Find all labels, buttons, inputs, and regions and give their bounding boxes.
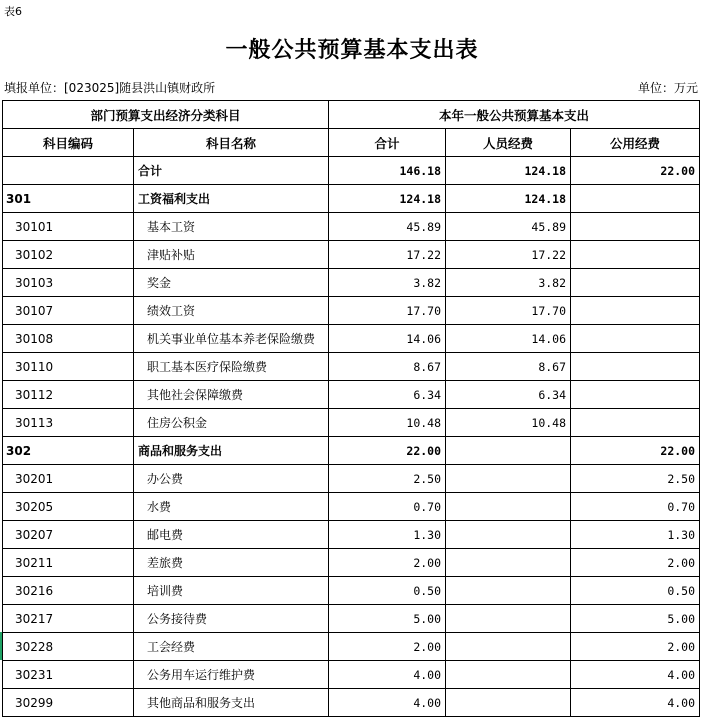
cell-code[interactable]: 30205 (3, 493, 134, 521)
cell-total[interactable]: 124.18 (329, 185, 446, 213)
table-row (3, 493, 700, 521)
page-title: 一般公共预算基本支出表 (225, 37, 479, 63)
cell-total[interactable]: 2.00 (329, 633, 446, 661)
table-row (3, 549, 700, 577)
table-row (3, 605, 700, 633)
cell-public[interactable]: 0.70 (571, 493, 700, 521)
cell-personnel[interactable] (446, 689, 571, 717)
cell-name[interactable]: 奖金 (134, 269, 329, 297)
cell-total[interactable]: 2.50 (329, 465, 446, 493)
cell-code[interactable]: 30217 (3, 605, 134, 633)
table-row (3, 661, 700, 689)
cell-name[interactable]: 办公费 (134, 465, 329, 493)
table-row (3, 185, 700, 213)
cell-public[interactable]: 2.00 (571, 633, 700, 661)
cell-code[interactable]: 30228 (3, 633, 134, 661)
filing-unit: 填报单位：[023025]随县洪山镇财政所 (4, 81, 216, 95)
table-row (3, 689, 700, 717)
cell-name[interactable]: 邮电费 (134, 521, 329, 549)
cell-total[interactable]: 14.06 (329, 325, 446, 353)
cell-code[interactable] (3, 157, 134, 185)
cell-total[interactable]: 0.50 (329, 577, 446, 605)
cell-personnel[interactable]: 17.70 (446, 297, 571, 325)
cell-code[interactable]: 302 (3, 437, 134, 465)
cell-public[interactable] (571, 241, 700, 269)
cell-total[interactable]: 45.89 (329, 213, 446, 241)
cell-name[interactable]: 住房公积金 (134, 409, 329, 437)
cell-code[interactable]: 30299 (3, 689, 134, 717)
cell-code[interactable]: 30216 (3, 577, 134, 605)
table-row (3, 297, 700, 325)
cell-public[interactable]: 2.50 (571, 465, 700, 493)
cell-personnel[interactable] (446, 661, 571, 689)
cell-public[interactable]: 22.00 (571, 157, 700, 185)
cell-personnel[interactable] (446, 549, 571, 577)
cell-personnel[interactable] (446, 605, 571, 633)
cell-public[interactable]: 5.00 (571, 605, 700, 633)
cell-personnel[interactable]: 45.89 (446, 213, 571, 241)
cell-personnel[interactable] (446, 437, 571, 465)
cell-name[interactable]: 公务用车运行维护费 (134, 661, 329, 689)
table-body (3, 157, 700, 717)
table-row (3, 157, 700, 185)
cell-name[interactable]: 工会经费 (134, 633, 329, 661)
cell-name[interactable]: 差旅费 (134, 549, 329, 577)
cell-personnel[interactable] (446, 577, 571, 605)
cell-name[interactable]: 职工基本医疗保险缴费 (134, 353, 329, 381)
cell-name[interactable]: 其他商品和服务支出 (134, 689, 329, 717)
cell-public[interactable] (571, 185, 700, 213)
cell-code[interactable]: 30107 (3, 297, 134, 325)
cell-public[interactable] (571, 409, 700, 437)
cell-code[interactable]: 30101 (3, 213, 134, 241)
cell-name[interactable]: 绩效工资 (134, 297, 329, 325)
cell-personnel[interactable]: 3.82 (446, 269, 571, 297)
cell-personnel[interactable] (446, 633, 571, 661)
cell-total[interactable]: 0.70 (329, 493, 446, 521)
table-row (3, 269, 700, 297)
header-total: 合计 (329, 129, 446, 157)
cell-personnel[interactable] (446, 521, 571, 549)
budget-table (2, 100, 700, 717)
cell-code[interactable]: 30103 (3, 269, 134, 297)
cell-personnel[interactable]: 17.22 (446, 241, 571, 269)
cell-name[interactable]: 合计 (134, 157, 329, 185)
cell-total[interactable]: 17.70 (329, 297, 446, 325)
header-code: 科目编码 (3, 129, 134, 157)
table-row (3, 325, 700, 353)
cell-public[interactable] (571, 325, 700, 353)
header-public: 公用经费 (571, 129, 700, 157)
cell-code[interactable]: 30102 (3, 241, 134, 269)
cell-code[interactable]: 30201 (3, 465, 134, 493)
cell-public[interactable]: 2.00 (571, 549, 700, 577)
cell-total[interactable]: 4.00 (329, 661, 446, 689)
header-personnel: 人员经费 (446, 129, 571, 157)
table-row (3, 381, 700, 409)
cell-personnel[interactable]: 124.18 (446, 185, 571, 213)
cell-code[interactable]: 301 (3, 185, 134, 213)
cell-public[interactable] (571, 269, 700, 297)
cell-personnel[interactable] (446, 493, 571, 521)
table-row (3, 577, 700, 605)
cell-public[interactable]: 1.30 (571, 521, 700, 549)
cell-public[interactable] (571, 297, 700, 325)
cell-name[interactable]: 津贴补贴 (134, 241, 329, 269)
cell-personnel[interactable]: 10.48 (446, 409, 571, 437)
cell-name[interactable]: 公务接待费 (134, 605, 329, 633)
cell-code[interactable]: 30110 (3, 353, 134, 381)
cell-total[interactable]: 22.00 (329, 437, 446, 465)
cell-total[interactable]: 146.18 (329, 157, 446, 185)
cell-name[interactable]: 培训费 (134, 577, 329, 605)
cell-public[interactable]: 4.00 (571, 689, 700, 717)
cell-total[interactable]: 4.00 (329, 689, 446, 717)
table-row (3, 213, 700, 241)
table-row (3, 409, 700, 437)
header-group-row (3, 101, 700, 129)
cell-personnel[interactable]: 14.06 (446, 325, 571, 353)
table-row (3, 353, 700, 381)
cell-total[interactable]: 10.48 (329, 409, 446, 437)
cell-name[interactable]: 水费 (134, 493, 329, 521)
cell-public[interactable]: 22.00 (571, 437, 700, 465)
cell-total[interactable]: 3.82 (329, 269, 446, 297)
cell-personnel[interactable] (446, 465, 571, 493)
table-row (3, 521, 700, 549)
active-row-marker (0, 632, 2, 660)
cell-name[interactable]: 商品和服务支出 (134, 437, 329, 465)
cell-total[interactable]: 8.67 (329, 353, 446, 381)
cell-total[interactable]: 2.00 (329, 549, 446, 577)
header-column-row (3, 129, 700, 157)
header-group-basic-expenditure: 本年一般公共预算基本支出 (329, 101, 700, 129)
cell-total[interactable]: 6.34 (329, 381, 446, 409)
cell-code[interactable]: 30112 (3, 381, 134, 409)
cell-public[interactable] (571, 353, 700, 381)
cell-personnel[interactable]: 124.18 (446, 157, 571, 185)
cell-name[interactable]: 其他社会保障缴费 (134, 381, 329, 409)
cell-code[interactable]: 30113 (3, 409, 134, 437)
table-row (3, 437, 700, 465)
cell-total[interactable]: 1.30 (329, 521, 446, 549)
header-name: 科目名称 (134, 129, 329, 157)
table-row (3, 465, 700, 493)
cell-public[interactable]: 4.00 (571, 661, 700, 689)
cell-name[interactable]: 机关事业单位基本养老保险缴费 (134, 325, 329, 353)
table-row (3, 241, 700, 269)
cell-code[interactable]: 30108 (3, 325, 134, 353)
cell-total[interactable]: 5.00 (329, 605, 446, 633)
table-row (3, 633, 700, 661)
cell-code[interactable]: 30207 (3, 521, 134, 549)
cell-name[interactable]: 工资福利支出 (134, 185, 329, 213)
cell-public[interactable] (571, 381, 700, 409)
cell-code[interactable]: 30231 (3, 661, 134, 689)
cell-personnel[interactable]: 8.67 (446, 353, 571, 381)
cell-code[interactable]: 30211 (3, 549, 134, 577)
table-tag: 表6 (4, 5, 22, 18)
header-group-economic-class: 部门预算支出经济分类科目 (3, 101, 329, 129)
cell-public[interactable]: 0.50 (571, 577, 700, 605)
cell-total[interactable]: 17.22 (329, 241, 446, 269)
cell-name[interactable]: 基本工资 (134, 213, 329, 241)
currency-unit: 单位：万元 (637, 81, 698, 95)
cell-personnel[interactable]: 6.34 (446, 381, 571, 409)
cell-public[interactable] (571, 213, 700, 241)
